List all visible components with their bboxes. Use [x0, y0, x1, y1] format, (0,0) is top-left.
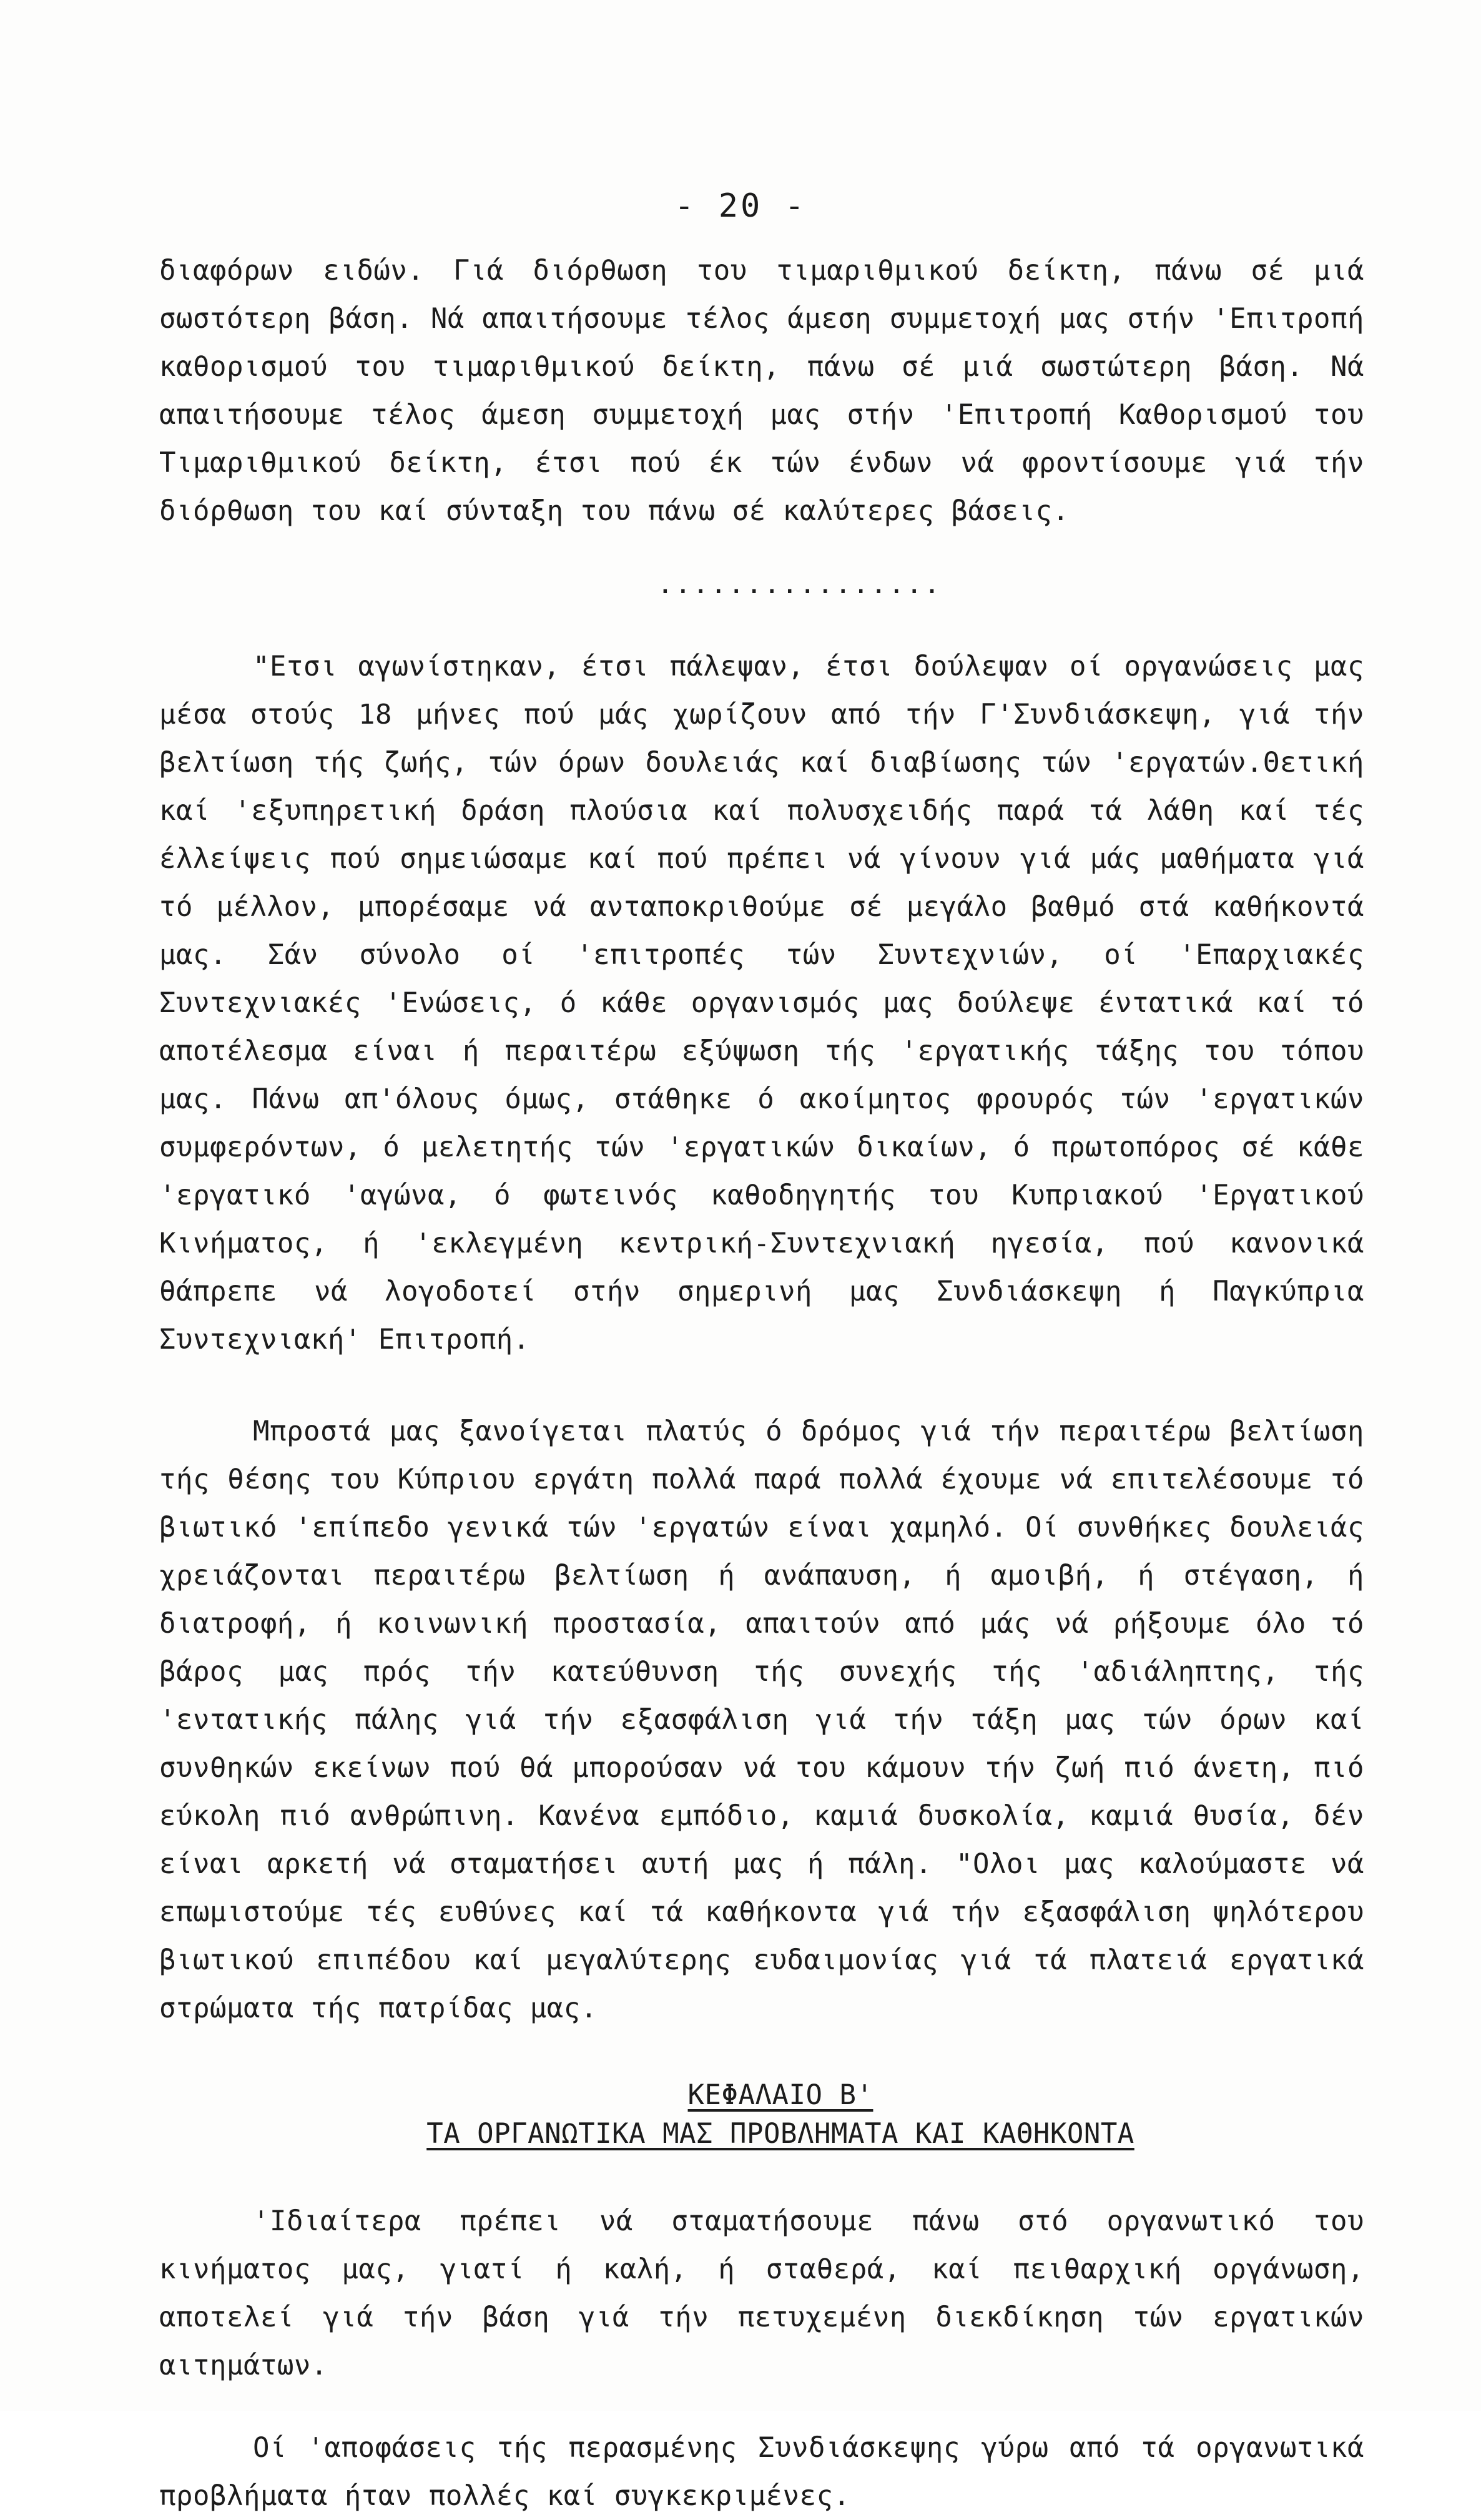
chapter-title: ΤΑ ΟΡΓΑΝΩΤΙΚΑ ΜΑΣ ΠΡΟΒΛΗΜΑΤΑ ΚΑΙ ΚΑΘΗΚΟΝΤΑ: [426, 2118, 1134, 2150]
paragraph-5: Οί 'αποφάσεις τής περασμένης Συνδιάσκεψης γύρω από τά οργανωτικά προβλήματα ήταν πολλές καί συγκεκριμένες.: [159, 2432, 1364, 2512]
paragraph-4: 'Ιδιαίτερα πρέπει νά σταματήσουμε πάνω στό οργανωτικό του κινήματος μας, γιατί ή καλή, ή σταθερά, καί πειθαρχική οργάνωση, αποτελεί γιά τήν βάση γιά τήν πετυχεμένη διεκδίκηση τών εργατικών αιτημάτων.: [159, 2205, 1364, 2381]
dotted-separator: ................: [657, 568, 942, 600]
paragraph-2: "Ετσι αγωνίστηκαν, έτσι πάλεψαν, έτσι δούλεψαν οί οργανώσεις μας μέσα στούς 18 μήνες πού μάς χωρίζουν από τήν Γ'Συνδιάσκεψη, γιά τήν βελτίωση τής ζωής, τών όρων δουλειάς καί διαβίωσης τών 'εργατών.Θετική καί 'εξυπηρετική δράση πλούσια καί πολυσχειδής παρά τά λάθη καί τές έλλείψεις πού σημειώσαμε καί πού πρέπει νά γίνουν γιά μάς μαθήματα γιά τό μέλλον, μπορέσαμε νά ανταποκριθούμε σέ μεγάλο βαθμό στά καθήκοντά μας. Σάν σύνολο οί 'επιτροπές τών Συντεχνιών, οί 'Επαρχιακές Συντεχνιακές 'Ενώσεις, ό κάθε οργανισμός μας δούλεψε έντατικά καί τό αποτέλεσμα είναι ή περαιτέρω εξύψωση τής 'εργατικής τάξης του τόπου μας. Πάνω απ'όλους όμως, στάθηκε ό ακοίμητος φρουρός τών 'εργατικών συμφερόντων, ό μελετητής τών 'εργατικών δικαίων, ό πρωτοπόρος σέ κάθε 'εργατικό 'αγώνα, ό φωτεινός καθοδηγητής του Κυπριακού 'Εργατικού Κινήματος, ή 'εκλεγμένη κεντρική-Συντεχνιακή ηγεσία, πού κανονικά θάπρεπε νά λογοδοτεί στήν σημερινή μας Συνδιάσκεψη ή Παγκύπρια Συντεχνιακή' Επιτροπή.: [159, 651, 1364, 1356]
chapter-number: ΚΕΦΑΛΑΙΟ Β': [687, 2079, 873, 2111]
paragraph-1: διαφόρων ειδών. Γιά διόρθωση του τιμαριθμικού δείκτη, πάνω σέ μιά σωστότερη βάση. Νά απαιτήσουμε τέλος άμεση συμμετοχή μας στήν 'Επιτροπή καθορισμού του τιμαριθμικού δείκτη, πάνω σέ μιά σωστώτερη βάση. Νά απαιτήσουμε τέλος άμεση συμμετοχή μας στήν 'Επιτροπή Καθορισμού του Τιμαριθμικού δείκτη, έτσι πού έκ τών ένδων νά φροντίσουμε γιά τήν διόρθωση του καί σύνταξη του πάνω σέ καλύτερες βάσεις.: [159, 255, 1364, 527]
body-text: [159, 247, 1364, 2520]
paragraph-3: Μπροστά μας ξανοίγεται πλατύς ό δρόμος γιά τήν περαιτέρω βελτίωση τής θέσης του Κύπριου εργάτη πολλά παρά πολλά έχουμε νά επιτελέσουμε τό βιωτικό 'επίπεδο γενικά τών 'εργατών είναι χαμηλό. Οί συνθήκες δουλειάς χρειάζονται περαιτέρω βελτίωση ή ανάπαυση, ή αμοιβή, ή στέγαση, ή διατροφή, ή κοινωνική προστασία, απαιτούν από μάς νά ρήξουμε όλο τό βάρος μας πρός τήν κατεύθυνση τής συνεχής τής 'αδιάληπτης, τής 'εντατικής πάλης γιά τήν εξασφάλιση γιά τήν τάξη μας τών όρων καί συνθηκών εκείνων πού θά μπορούσαν νά του κάμουν τήν ζωή πιό άνετη, πιό εύκολη πιό ανθρώπινη. Κανένα εμπόδιο, καμιά δυσκολία, καμιά θυσία, δέν είναι αρκετή νά σταματήσει αυτή μας ή πάλη. "Ολοι μας καλούμαστε νά επωμιστούμε τές ευθύνες καί τά καθήκοντα γιά τήν εξασφάλιση ψηλότερου βιωτικού επιπέδου καί μεγαλύτερης ευδαιμονίας γιά τά πλατειά εργατικά στρώματα τής πατρίδας μας.: [159, 1415, 1364, 2024]
chapter-heading: [159, 2076, 1364, 2153]
page-number: - 20 -: [674, 187, 807, 225]
